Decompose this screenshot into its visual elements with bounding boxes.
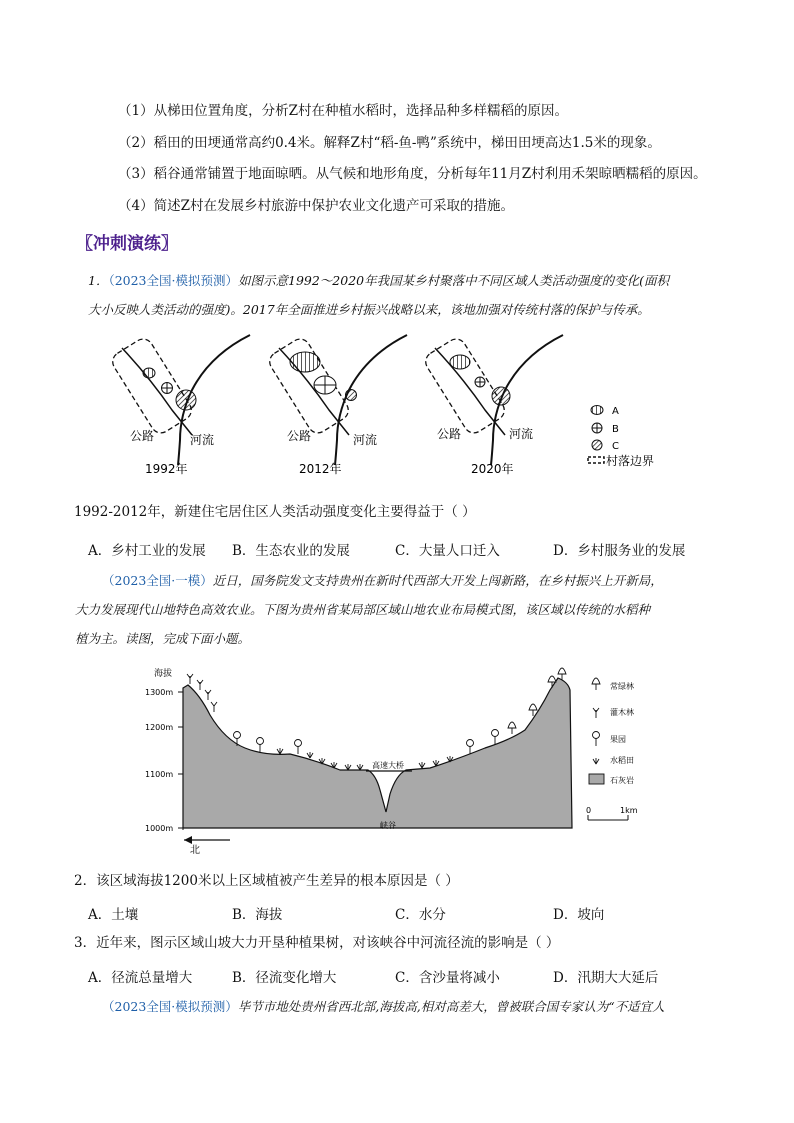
q3-option-d[interactable]: D．汛期大大延后 bbox=[553, 970, 659, 986]
river-label-2020: 河流 bbox=[509, 427, 534, 441]
river-label-1992: 河流 bbox=[190, 433, 215, 447]
road-label-2012: 公路 bbox=[287, 429, 312, 443]
road-label-1992: 公路 bbox=[130, 429, 155, 443]
village-maps-figure bbox=[100, 330, 700, 480]
legend-a: A bbox=[612, 406, 619, 417]
q3-option-a[interactable]: A．径流总量增大 bbox=[88, 970, 193, 986]
passage2-line-2: 大力发展现代山地特色高效农业。下图为贵州省某局部区域山地农业布局模式图，该区域以传统的水稻种 bbox=[75, 602, 651, 617]
zone-a bbox=[290, 352, 320, 372]
year-2012: 2012年 bbox=[299, 462, 342, 476]
profile-y-title: 海拔 bbox=[154, 669, 173, 679]
legend-evergreen: 常绿林 bbox=[610, 682, 634, 691]
north-label: 北 bbox=[190, 845, 200, 856]
valley-label: 峡谷 bbox=[380, 821, 396, 830]
map-2012 bbox=[266, 335, 407, 476]
q2-option-b[interactable]: B．海拔 bbox=[232, 907, 283, 923]
zone-c bbox=[346, 390, 357, 401]
prev-question-3: （3）稻谷通常铺置于地面晾晒。从气候和地形角度，分析每年11月Z村利用禾架晾晒糯稻的原因。 bbox=[118, 166, 707, 182]
y-tick-1100: 1100m bbox=[145, 770, 174, 779]
section-title: 〖冲刺演练〗 bbox=[76, 234, 178, 254]
q1-source: （2023全国·模拟预测） bbox=[108, 273, 238, 288]
zone-c bbox=[492, 387, 510, 405]
q1-sub-question: 1992-2012年，新建住宅居住区人类活动强度变化主要得益于（ ） bbox=[74, 504, 476, 520]
q1-option-d[interactable]: D．乡村服务业的发展 bbox=[553, 543, 686, 559]
q2-stem: 2．该区域海拔1200米以上区域植被产生差异的根本原因是（ ） bbox=[74, 873, 459, 889]
bridge-label: 高速大桥 bbox=[372, 761, 404, 770]
year-1992: 1992年 bbox=[145, 462, 188, 476]
y-tick-1000: 1000m bbox=[145, 824, 174, 833]
q3-stem: 3．近年来，图示区域山坡大力开垦种植果树，对该峡谷中河流径流的影响是（ ） bbox=[74, 935, 560, 951]
passage3-source: （2023全国·模拟预测） bbox=[102, 999, 238, 1014]
q1-option-b[interactable]: B．生态农业的发展 bbox=[232, 543, 350, 559]
q1-stem-line-2: 大小反映人类活动的强度)。2017年全面推进乡村振兴战略以来，该地加强对传统村落的保护与传承。 bbox=[88, 302, 650, 317]
q2-option-d[interactable]: D．坡向 bbox=[553, 907, 605, 923]
passage2-source: （2023全国·一模） bbox=[102, 573, 213, 588]
zone-a bbox=[143, 368, 155, 378]
passage2-line-1 bbox=[102, 571, 663, 589]
prev-question-4: （4）简述Z村在发展乡村旅游中保护农业文化遗产可采取的措施。 bbox=[118, 198, 514, 214]
y-tick-1200: 1200m bbox=[145, 723, 174, 732]
q1-stem-line-1 bbox=[88, 271, 669, 289]
year-2020: 2020年 bbox=[471, 462, 514, 476]
map-2020 bbox=[422, 335, 563, 476]
profile-legend bbox=[589, 678, 634, 785]
passage3-line-1 bbox=[102, 997, 665, 1015]
q2-option-c[interactable]: C．水分 bbox=[395, 907, 446, 923]
legend-rice: 水稻田 bbox=[610, 756, 634, 765]
zone-c bbox=[176, 390, 196, 410]
passage2-text: 近日，国务院发文支持贵州在新时代西部大开发上闯新路，在乡村振兴上开新局， bbox=[212, 573, 663, 588]
river-label-2012: 河流 bbox=[353, 433, 378, 447]
legend-limestone: 石灰岩 bbox=[610, 776, 634, 785]
legend-c: C bbox=[612, 441, 619, 452]
y-tick-1300: 1300m bbox=[145, 688, 174, 697]
q1-option-a[interactable]: A．乡村工业的发展 bbox=[88, 543, 206, 559]
q1-stem-text: 如图示意1992～2020年我国某乡村聚落中不同区域人类活动强度的变化(面积 bbox=[238, 273, 670, 288]
orchard-markers bbox=[234, 730, 499, 755]
q2-option-a[interactable]: A．土壤 bbox=[88, 907, 139, 923]
terrain-profile-figure bbox=[140, 660, 660, 860]
q1-number: 1． bbox=[88, 273, 109, 288]
q3-option-b[interactable]: B．径流变化增大 bbox=[232, 970, 337, 986]
legend-b: B bbox=[612, 424, 619, 435]
prev-question-1: （1）从梯田位置角度，分析Z村在种植水稻时，选择品种多样糯稻的原因。 bbox=[118, 103, 568, 119]
prev-question-2: （2）稻田的田埂通常高约0.4米。解释Z村“稻-鱼-鸭”系统中，梯田田埂高达1.5米的现象。 bbox=[118, 135, 661, 151]
legend-shrub: 灌木林 bbox=[610, 708, 634, 717]
map-1992 bbox=[109, 335, 250, 476]
scale-zero: 0 bbox=[586, 806, 592, 815]
zone-a bbox=[450, 355, 470, 369]
passage2-line-3: 植为主。读图，完成下面小题。 bbox=[75, 631, 251, 646]
road-label-2020: 公路 bbox=[437, 427, 462, 441]
legend-boundary: 村落边界 bbox=[606, 454, 655, 468]
passage3-text: 毕节市地处贵州省西北部,海拔高,相对高差大，曾被联合国专家认为“不适宜人 bbox=[237, 999, 665, 1014]
limestone-mass bbox=[183, 678, 572, 828]
q1-option-c[interactable]: C．大量人口迁入 bbox=[395, 543, 500, 559]
q3-option-c[interactable]: C．含沙量将减小 bbox=[395, 970, 500, 986]
legend-orchard: 果园 bbox=[610, 735, 626, 744]
map-legend bbox=[588, 406, 654, 469]
scale-1km: 1km bbox=[620, 806, 638, 815]
